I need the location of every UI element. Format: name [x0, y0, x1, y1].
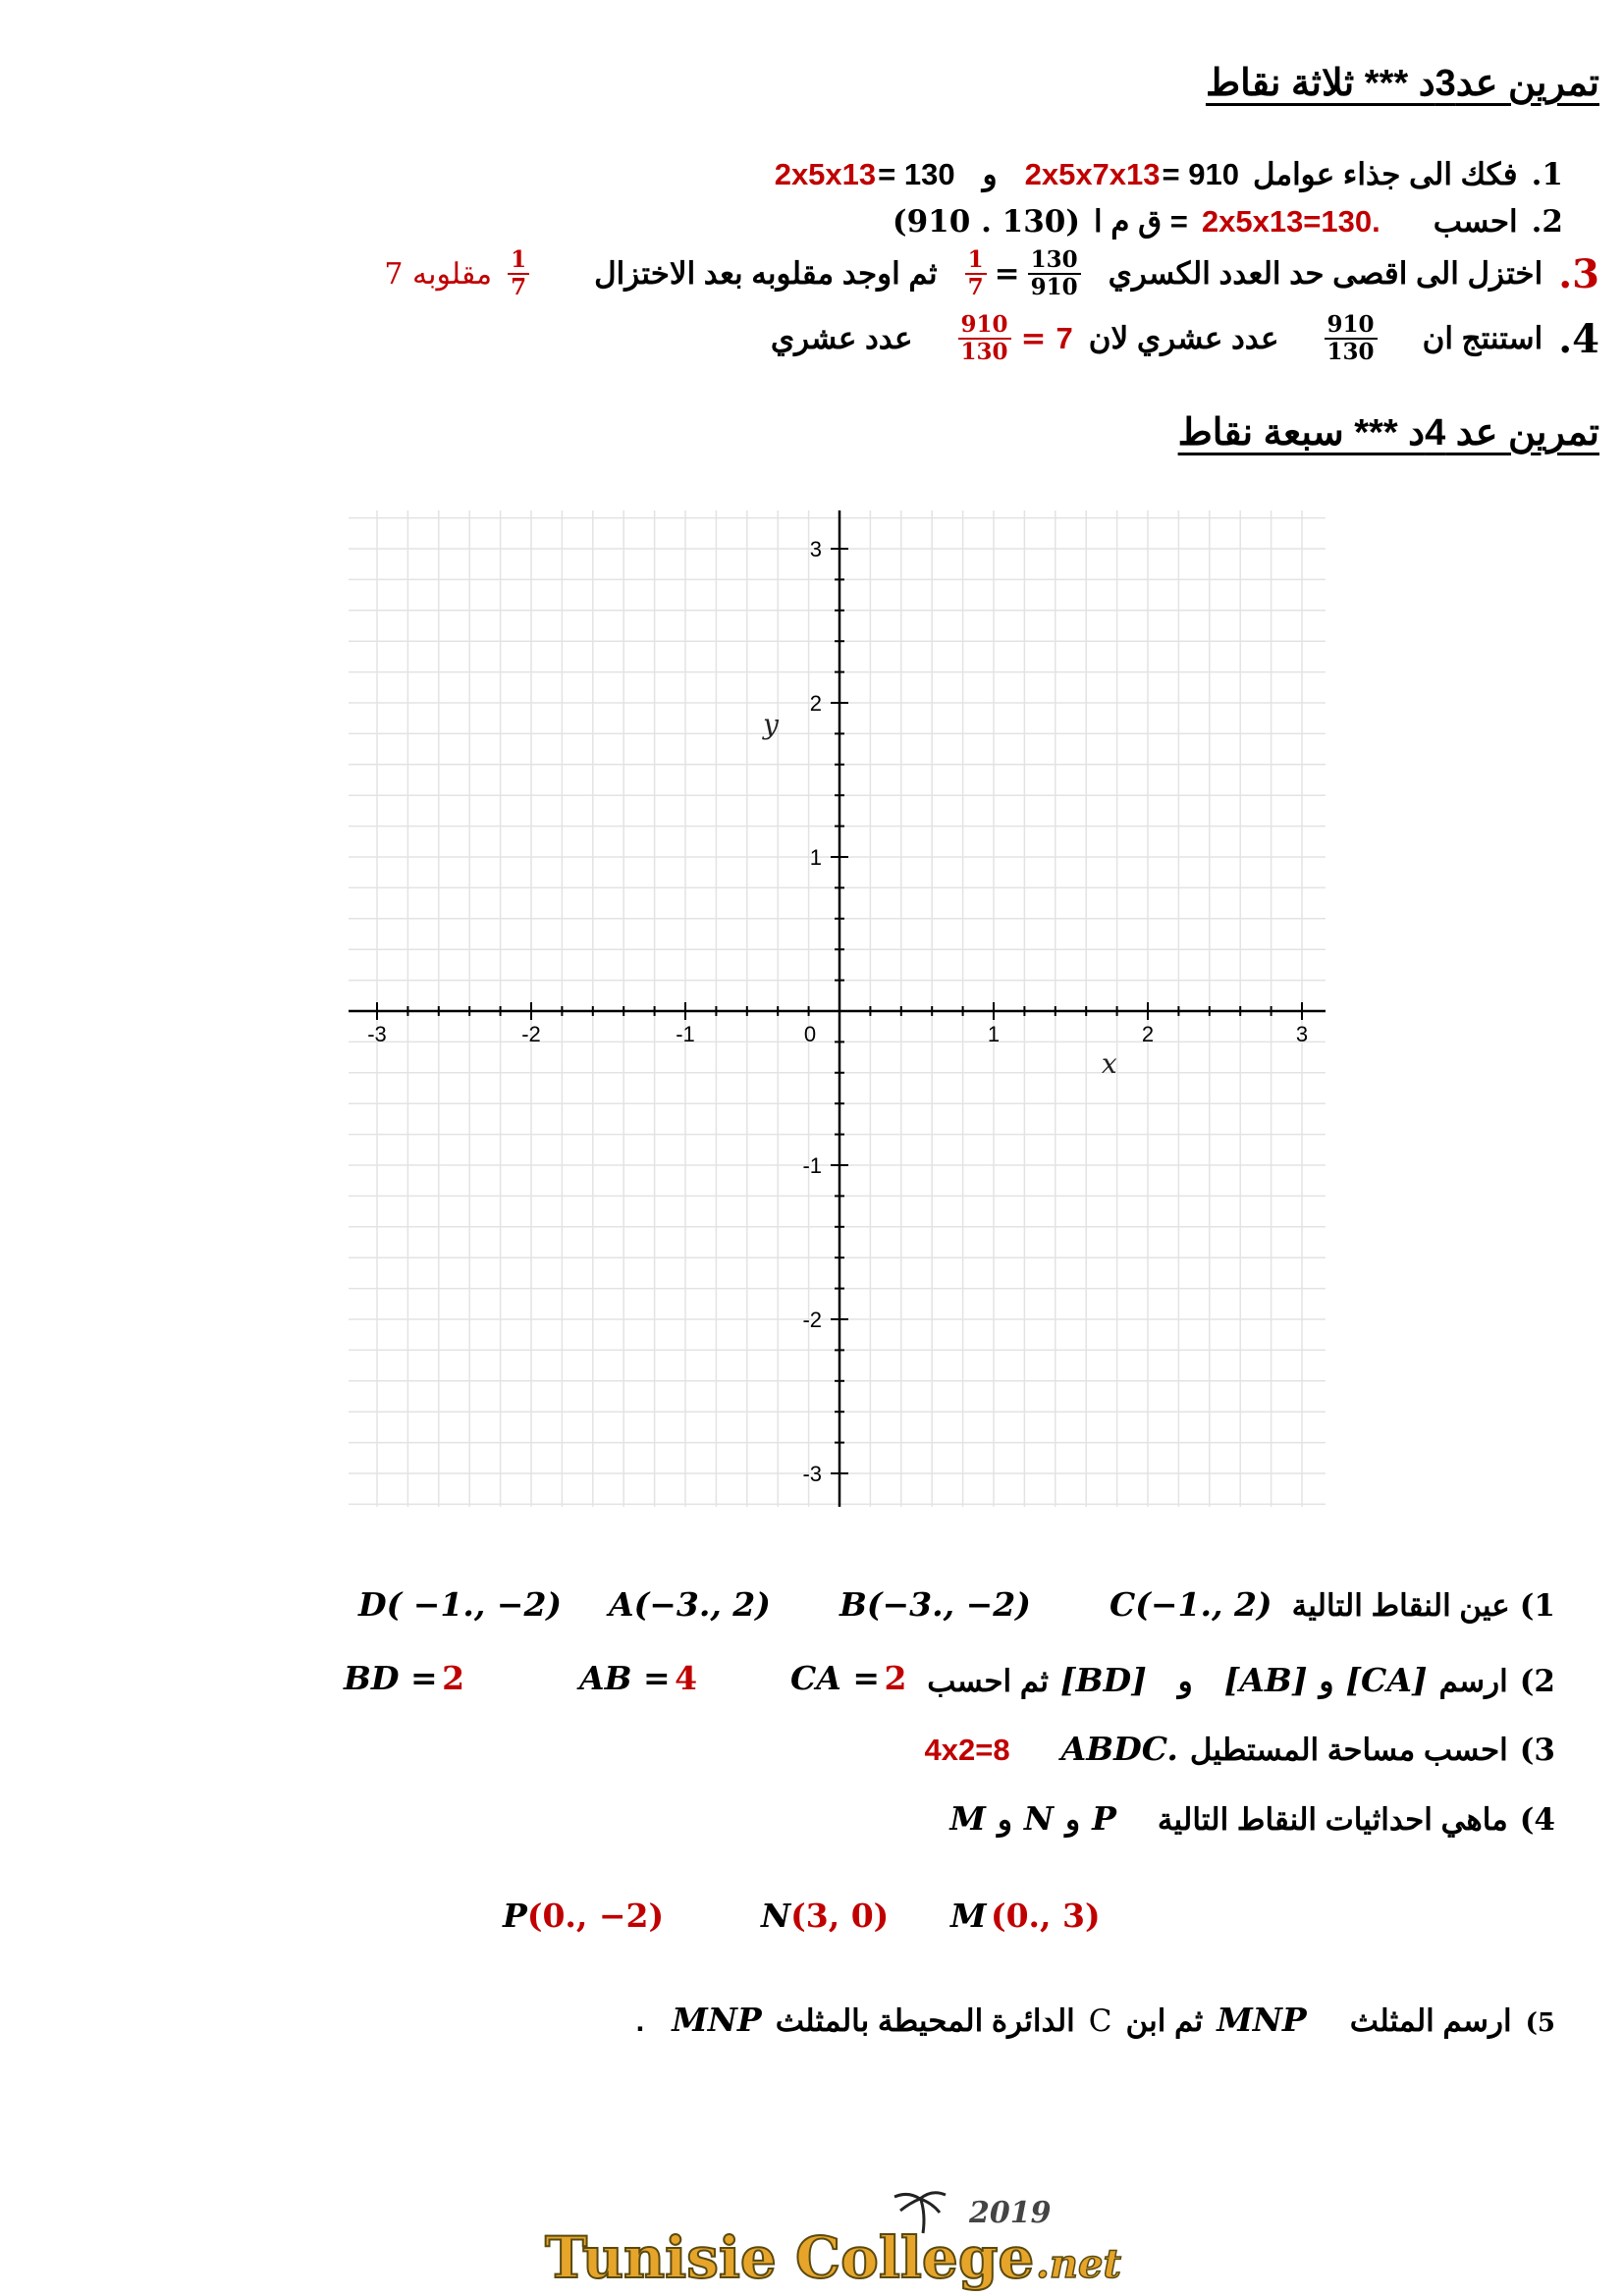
ex4-question-3: [925, 1730, 1555, 1768]
answer-quotient: 7: [1056, 321, 1073, 355]
answer-area: 4x2=8: [924, 1733, 1010, 1767]
question-text: ماهي احداثيات النقاط التالية: [1157, 1802, 1508, 1837]
y-axis-label: y: [763, 708, 779, 741]
answer-point-n: N(3, 0): [761, 1896, 890, 1935]
question-number: 3): [1519, 1733, 1555, 1768]
ex3-item-2: [893, 204, 1563, 240]
point-b: B(−3., −2): [839, 1585, 1031, 1624]
fraction-inverse: $\frac{1}{7}$: [508, 247, 529, 300]
answer-point-m: M (0., 3): [950, 1896, 1101, 1935]
question-number: 1): [1519, 1588, 1555, 1624]
answer-factorization-130: 2x5x13: [774, 157, 877, 191]
x-axis-label: x: [1101, 1047, 1117, 1080]
point-label-m: M: [949, 1799, 986, 1838]
logo-year: 2019: [969, 2196, 1052, 2230]
conjunction: و: [997, 1802, 1012, 1837]
item-text: اختزل الى اقصى حد العدد الكسري: [1108, 256, 1543, 291]
tunisiecollege-logo: [545, 2189, 1121, 2292]
question-number: 5): [1525, 2008, 1555, 2038]
gcd-label: = ق م ا: [1094, 204, 1188, 239]
answer-bd: BD = 2: [344, 1659, 465, 1697]
point-a: A(−3., 2): [609, 1585, 771, 1624]
question-text: ارسم: [1438, 1664, 1508, 1698]
segment-ab: [AB]: [1223, 1661, 1308, 1699]
question-text: ارسم المثلث: [1349, 2003, 1512, 2038]
ex3-item-1: [775, 157, 1563, 192]
equals-sign: =: [994, 256, 1020, 292]
fraction-answer: $\frac{1}{7}$: [965, 247, 987, 300]
fraction-130-910: $\frac{130}{910}$: [1028, 247, 1081, 300]
gcd-pair: (910 . 130): [892, 204, 1081, 240]
x-tick-label: 3: [1295, 1022, 1309, 1046]
ex3-item-3: [384, 247, 1599, 300]
exercise-3-heading: تمرين عد3د *** ثلاثة نقاط: [1205, 63, 1599, 104]
coordinate-plane: [349, 510, 1330, 1512]
question-then: ثم احسب: [927, 1664, 1049, 1698]
equals-910: = 910: [1162, 157, 1239, 191]
item-text-3: عدد عشري: [770, 321, 913, 355]
x-tick-label: 1: [987, 1022, 1001, 1046]
item-text-2: عدد عشري لان: [1088, 321, 1279, 355]
y-tick-label: -3: [802, 1462, 822, 1486]
point-label-p: P: [1092, 1799, 1116, 1838]
circle-name: C: [1088, 2003, 1112, 2039]
logo-name-1: Tunisie: [545, 2224, 777, 2291]
item-text: استنتج ان: [1422, 321, 1543, 355]
y-tick-label: -2: [802, 1308, 822, 1332]
y-tick-label: 3: [809, 537, 822, 561]
item-number: 4.: [1558, 315, 1599, 362]
x-tick-label: -3: [367, 1022, 387, 1046]
answer-point-p: P(0., −2): [503, 1896, 665, 1935]
question-text: عين النقاط التالية: [1291, 1588, 1510, 1623]
answer-inverse: مقلوبه 7: [384, 256, 493, 292]
item-text: احسب: [1433, 204, 1518, 239]
question-text-3: الدائرة المحيطة بالمثلث: [775, 2003, 1075, 2038]
logo-suffix: .net: [1036, 2241, 1121, 2287]
conjunction: و: [1177, 1664, 1193, 1698]
conjunction: و: [1319, 1664, 1334, 1698]
equals-130: = 130: [878, 157, 955, 191]
fraction-910-130: $\frac{910}{130}$: [1325, 312, 1378, 365]
y-tick-label: 2: [809, 691, 822, 716]
ex4-question-2: [927, 1661, 1555, 1699]
triangle-name: MNP: [1217, 2001, 1307, 2039]
segment-bd: [BD]: [1059, 1661, 1147, 1699]
answer-factorization-910: 2x5x7x13: [1024, 157, 1161, 191]
x-tick-label: 2: [1141, 1022, 1155, 1046]
logo-name-2: College: [795, 2224, 1035, 2291]
equals-sign: =: [1020, 321, 1047, 356]
y-tick-label: -1: [802, 1153, 822, 1178]
item-text-2: ثم اوجد مقلوبه بعد الاختزال: [594, 256, 938, 291]
ex4-question-5: [636, 2001, 1555, 2039]
question-text-2: ثم ابن: [1125, 2003, 1204, 2038]
triangle-name-2: MNP: [672, 2001, 762, 2039]
x-tick-label: -2: [521, 1022, 541, 1046]
x-tick-label: -1: [676, 1022, 695, 1046]
x-tick-label: 0: [803, 1022, 817, 1046]
answer-ca: CA = 2: [790, 1659, 907, 1697]
exercise-4-heading: تمرين عد 4د *** سبعة نقاط: [1177, 412, 1599, 454]
answer-ab: AB = 4: [579, 1659, 698, 1697]
question-number: 4): [1519, 1802, 1555, 1838]
segment-ca: [CA]: [1345, 1661, 1428, 1699]
fraction-910-130-answer: $\frac{910}{130}$: [958, 312, 1011, 365]
ex3-item-4: [771, 312, 1599, 365]
point-label-n: N: [1023, 1799, 1055, 1838]
conjunction: و: [982, 157, 998, 191]
item-text: فكك الى جذاء عوامل: [1252, 157, 1518, 191]
point-d: D( −1., −2): [358, 1585, 563, 1624]
conjunction: و: [1065, 1802, 1081, 1837]
item-number: 2.: [1531, 204, 1563, 240]
ex4-question-1: [1292, 1588, 1555, 1624]
item-number: 1.: [1531, 157, 1563, 192]
rectangle-name: ABDC.: [1060, 1730, 1178, 1768]
question-text: احسب مساحة المستطيل: [1189, 1733, 1508, 1767]
point-c: C(−1., 2): [1110, 1585, 1272, 1624]
full-stop: .: [635, 2003, 645, 2038]
answer-gcd: 2x5x13=130.: [1201, 204, 1380, 239]
item-number: 3.: [1558, 250, 1599, 297]
ex4-question-4: [949, 1799, 1555, 1838]
question-number: 2): [1519, 1664, 1555, 1699]
y-tick-label: 1: [809, 845, 822, 870]
